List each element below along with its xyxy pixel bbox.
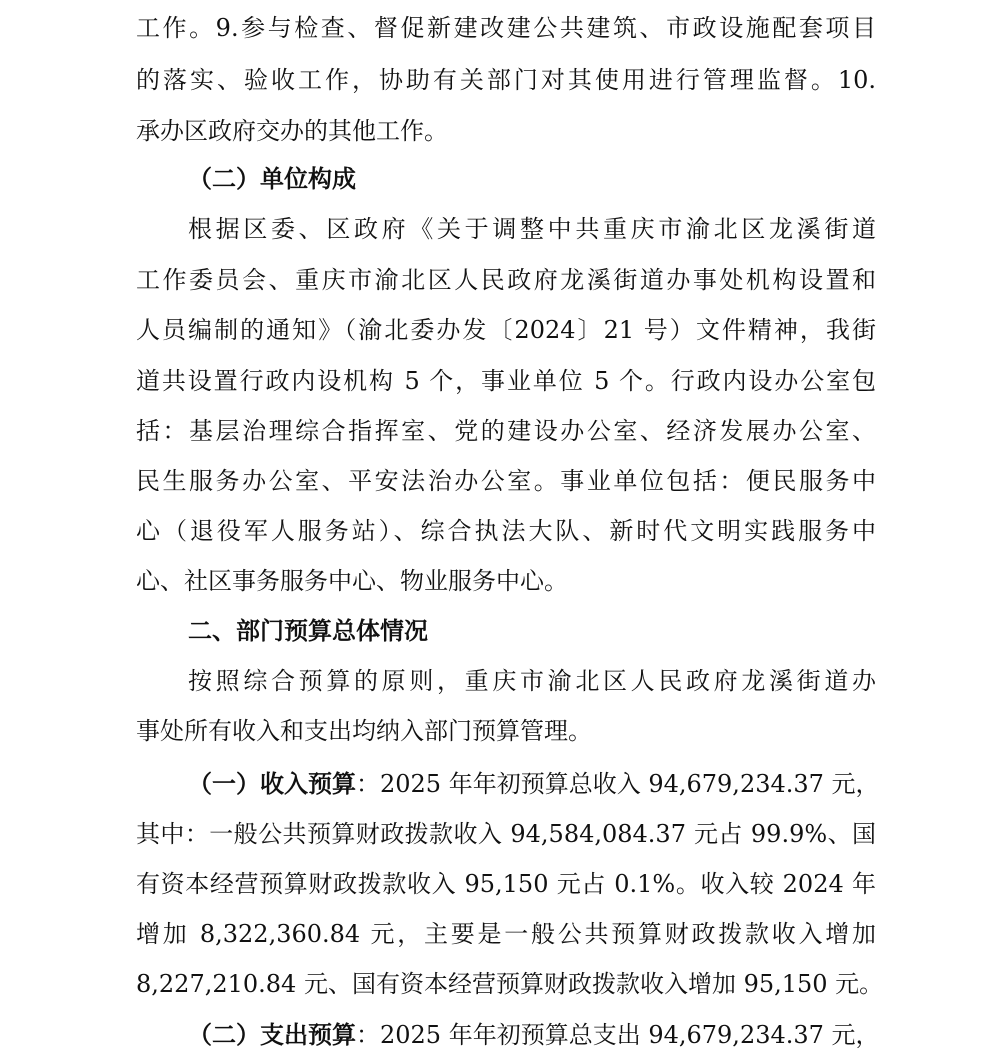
income-budget-text: ：2025 年年初预算总收入 94,679,234.37 元， [356, 770, 880, 798]
paragraph-line: 按照综合预算的原则，重庆市渝北区人民政府龙溪街道办 [188, 667, 876, 695]
paragraph-line: 8,227,210.84 元、国有资本经营预算财政拨款收入增加 95,150 元。 [136, 970, 884, 998]
section-heading-unit-composition: （二）单位构成 [188, 165, 356, 193]
paragraph-line: 事处所有收入和支出均纳入部门预算管理。 [136, 717, 592, 745]
paragraph-line: 道共设置行政内设机构 5 个，事业单位 5 个。行政内设办公室包 [136, 367, 876, 395]
paragraph-line: 心（退役军人服务站）、综合执法大队、新时代文明实践服务中 [136, 517, 876, 545]
paragraph-line: 根据区委、区政府《关于调整中共重庆市渝北区龙溪街道 [188, 215, 876, 243]
paragraph-line: 其中：一般公共预算财政拨款收入 94,584,084.37 元占 99.9%、国 [136, 820, 876, 848]
paragraph-line: 心、社区事务服务中心、物业服务中心。 [136, 567, 568, 595]
paragraph-line: 有资本经营预算财政拨款收入 95,150 元占 0.1%。收入较 2024 年 [136, 870, 876, 898]
paragraph-line: 增加 8,322,360.84 元，主要是一般公共预算财政拨款收入增加 [136, 920, 876, 948]
paragraph-line: 人员编制的通知》（渝北委办发〔2024〕21 号）文件精神，我街 [136, 316, 876, 344]
expense-budget-line [188, 1009, 880, 1061]
paragraph-line: 括：基层治理综合指挥室、党的建设办公室、经济发展办公室、 [136, 417, 876, 445]
paragraph-line: 工作委员会、重庆市渝北区人民政府龙溪街道办事处机构设置和 [136, 266, 876, 294]
expense-budget-heading: （二）支出预算 [188, 1021, 356, 1049]
paragraph-line: 的落实、验收工作，协助有关部门对其使用进行管理监督。10. [136, 66, 876, 94]
section-heading-budget-overview: 二、部门预算总体情况 [188, 617, 428, 645]
paragraph-line: 民生服务办公室、平安法治办公室。事业单位包括：便民服务中 [136, 467, 876, 495]
paragraph-line: 承办区政府交办的其他工作。 [136, 117, 448, 145]
paragraph-line: 工作。9.参与检查、督促新建改建公共建筑、市政设施配套项目 [136, 14, 876, 42]
income-budget-line [188, 758, 880, 810]
expense-budget-text: ：2025 年年初预算总支出 94,679,234.37 元， [356, 1021, 880, 1049]
income-budget-heading: （一）收入预算 [188, 770, 356, 798]
